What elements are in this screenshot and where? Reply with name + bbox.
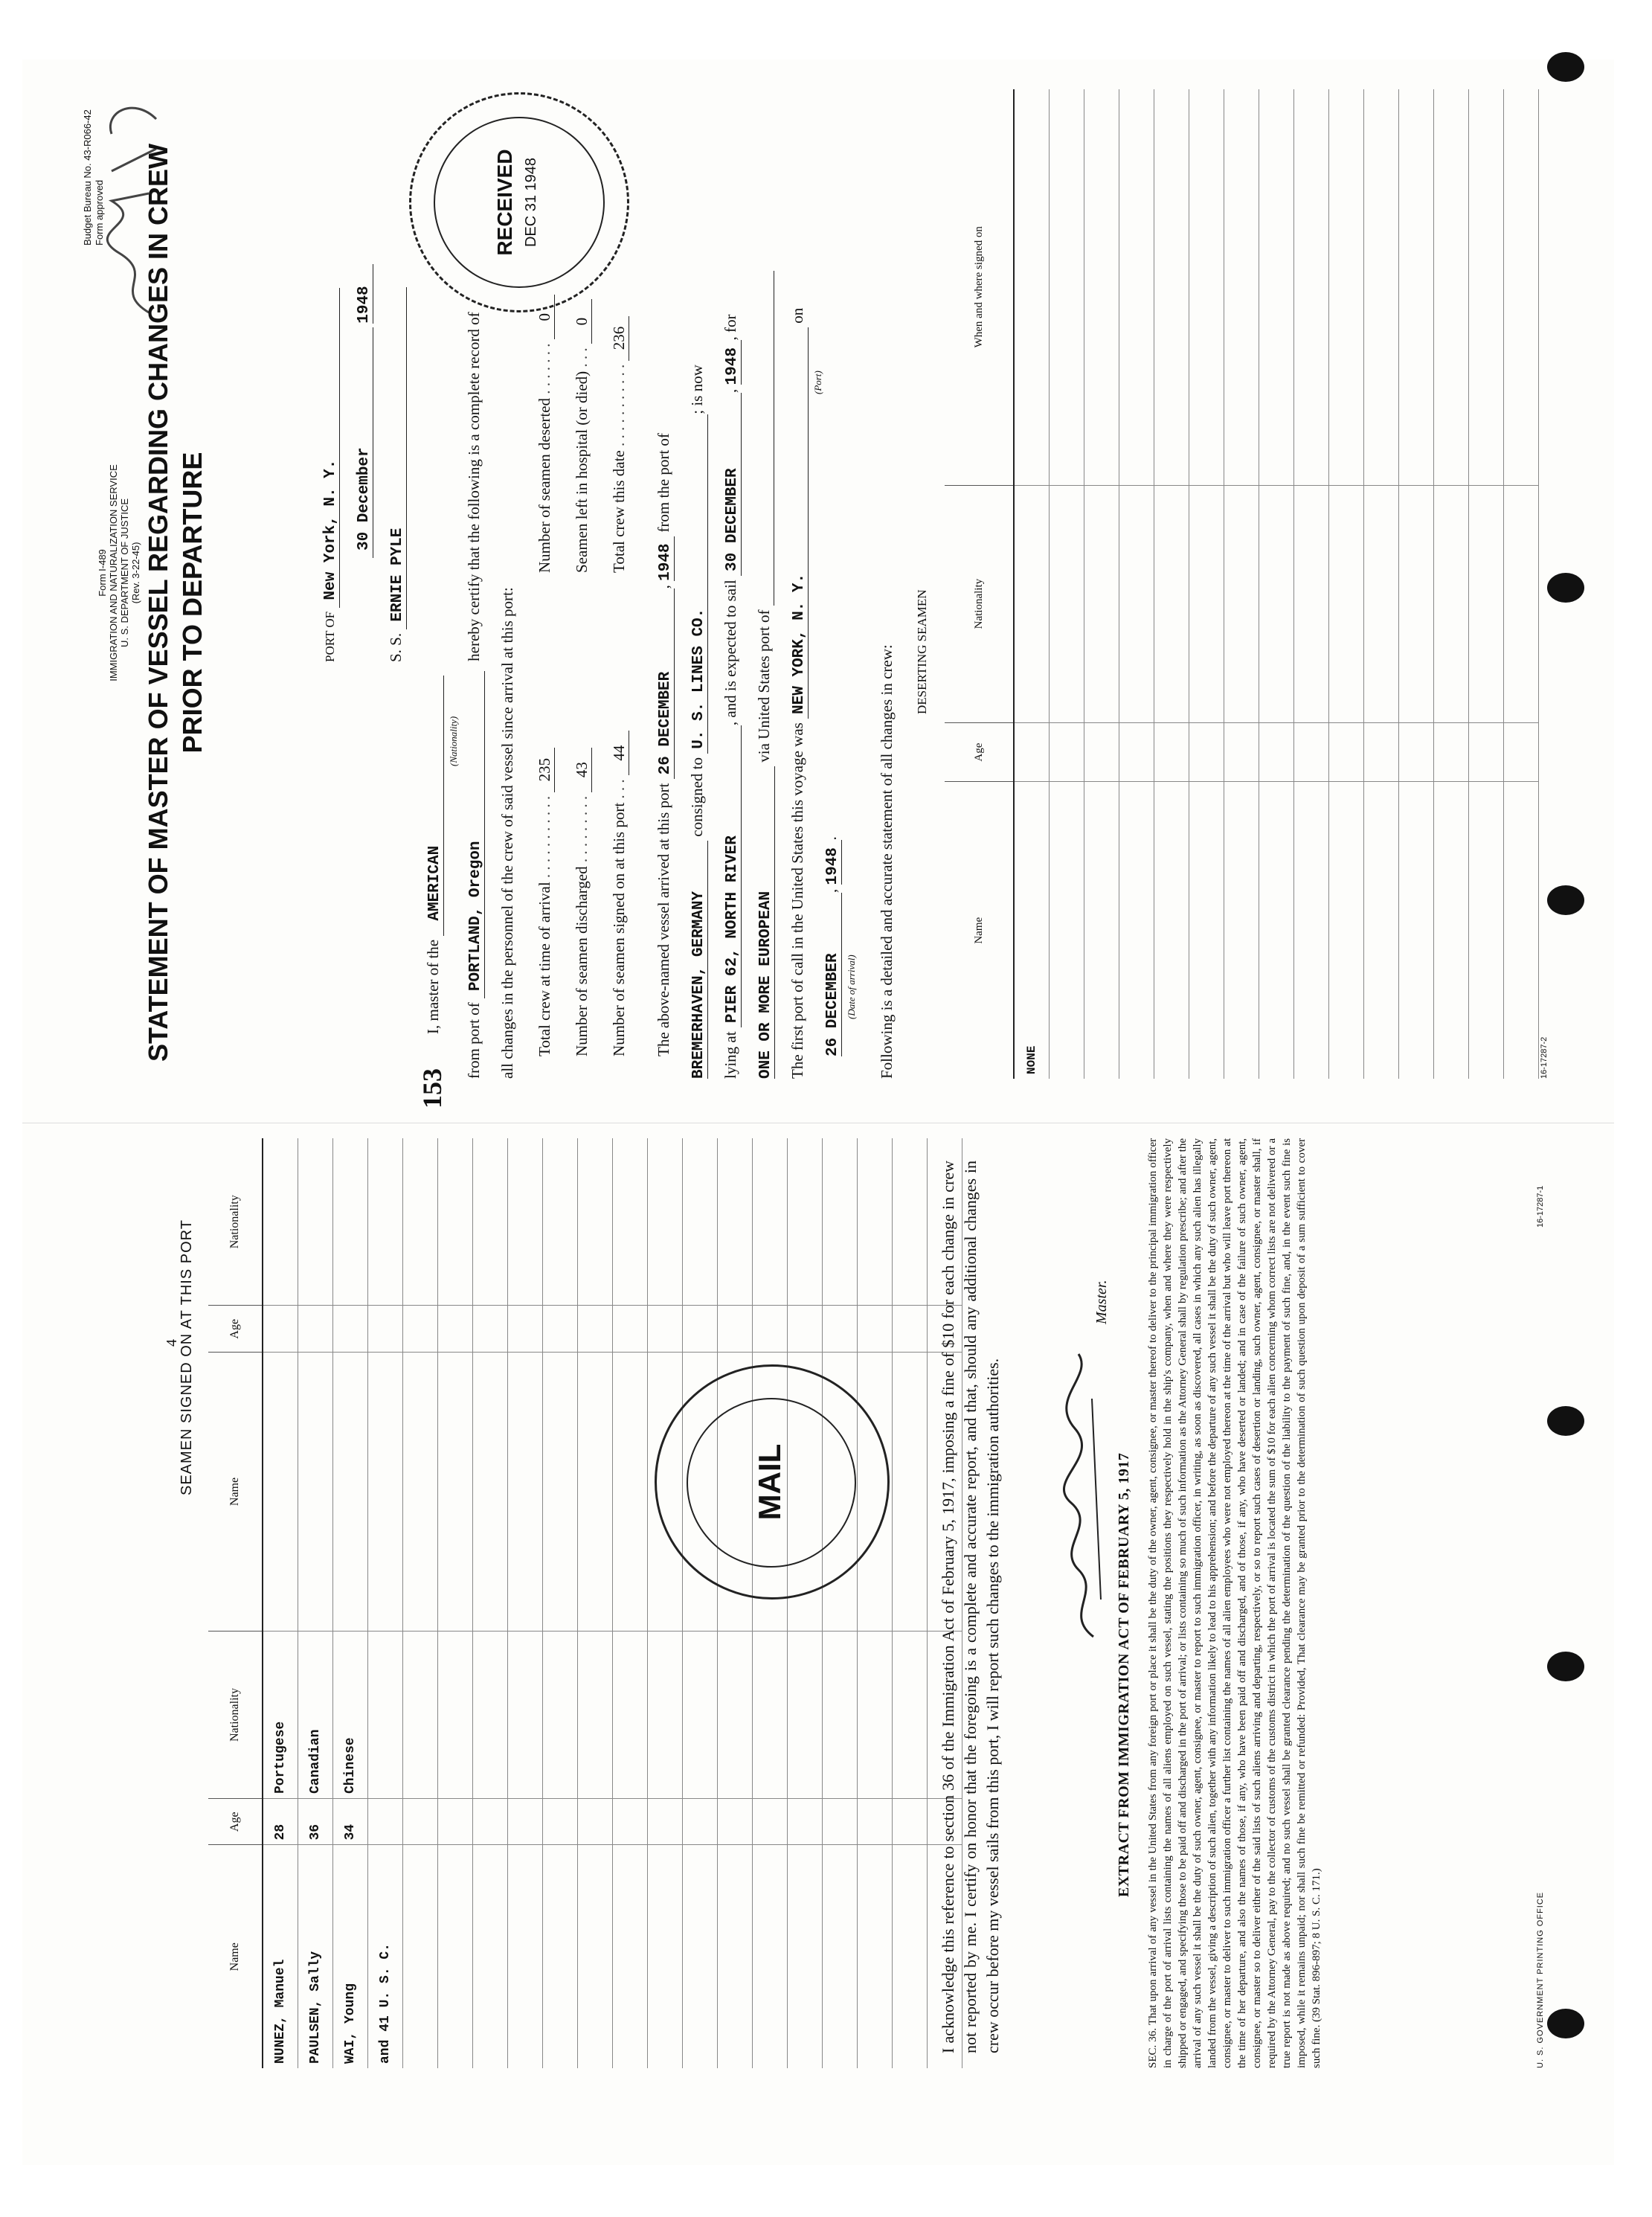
port-line: [320, 288, 340, 662]
total-date-value: 236: [610, 316, 629, 361]
agency-name: IMMIGRATION AND NATURALIZATION SERVICE: [108, 464, 119, 681]
arrival-date: 26 DECEMBER: [824, 893, 842, 1056]
date-value: 30 December: [356, 327, 373, 558]
ss-label: S. S.: [387, 632, 405, 662]
total-date-label: Total crew this date: [610, 450, 628, 573]
received-stamp: [409, 92, 629, 312]
extract-title: EXTRACT FROM IMMIGRATION ACT OF FEBRUARY 5, 1917: [1116, 1452, 1132, 1897]
seaman-age: 36: [298, 1799, 333, 1846]
form-number: Form I-489: [97, 549, 108, 597]
budget-number: Budget Bureau No. 43-R066-42: [82, 109, 93, 246]
seaman-name: NUNEZ, Manuel: [263, 1845, 298, 2068]
stamp-received-date: DEC 31 1948: [523, 157, 539, 248]
seaman-age: 34: [333, 1799, 368, 1846]
col-header-name: Name: [945, 782, 1014, 1079]
year-value: 1948: [356, 264, 373, 324]
col-header-nationality: Nationality: [208, 1632, 263, 1799]
ship-line: [387, 287, 407, 662]
total-arrival-label: Total crew at time of arrival: [536, 882, 553, 1056]
from-port-label: from port of: [465, 1002, 483, 1079]
sail-year: 1948: [724, 340, 742, 385]
case-number: 153: [417, 1068, 447, 1108]
signed-on-title: SEAMEN SIGNED ON AT THIS PORT: [179, 1219, 195, 1495]
col-header-name: Name: [208, 1845, 263, 2068]
stamp-text: MAIL: [752, 1443, 787, 1521]
acknowledgment-text: I acknowledge this reference to section 36 of the Immigration Act of February 5, 1917, imposing a fine of $10 for each change in crew not reported by me. I certify on honor that the foregoing is a complete and accurate report, and that, should any additional changes in crew occur before my vessel sails from this port, I will report such changes to the immigration authorities.: [939, 1161, 1002, 2053]
arrival-date-line: 26 DECEMBER, 1948.: [822, 836, 841, 1056]
expected-label: and is expected to sail: [721, 580, 739, 718]
from-port-value: PORTLAND, Oregon: [467, 671, 485, 998]
col-header-age: Age: [945, 722, 1014, 782]
arrived-line: The above-named vessel arrived at this port 26 DECEMBER, 1948 from the port of: [655, 433, 674, 1056]
hospital-value: 0: [573, 299, 592, 344]
document-sheet: [22, 60, 1614, 2165]
nationality-caption: (Nationality): [448, 716, 459, 766]
consigned-line: [688, 365, 708, 1079]
deserted-value: 0: [536, 295, 555, 339]
extract-text: SEC. 36. That upon arrival of any vessel in the United States from any foreign port or place it shall be the duty of the owner, agent, consignee, or master thereof to deliver to the principal immigration officer in charge of the port of arrival lists containing the names of all aliens employed on such vessel, stating the positions they respectively hold in the ship's company, when and where they were respectively shipped or engaged, and specifying those to be paid off and discharged in the port of arrival; or lists containing so much of such information as the Attorney General shall by regulation prescribe; and after the arrival of any such vessel it shall be the duty of such owner, agent, consignee, or master to report to such immigration officer, in writing, as soon as discovered, all cases in which any such alien has illegally landed from the vessel, giving a description of such alien, together with any information likely to lead to his apprehension; and before the departure of any such vessel it shall be the duty of such owner, agent, consignee, or master to deliver to such immigration officer a further list containing the names of all alien employees who were not employed thereon at the time of the arrival but who will leave port thereon at the time of her departure, and also the names of those, if any, who have been paid off and discharged, and of those, if any, who have deserted or landed; and in case of the failure of such owner, agent, consignee, or master so to deliver either of the said lists of such aliens arriving and departing, respectively, or so to report such cases of desertion or landing, such owner, agent, consignee, or master shall, if required by the Attorney General, pay to the collector of customs of the customs district in which the port of arrival is located the sum of $10 for each alien concerning whom correct lists are not delivered or a true report is not made as above required; and no such vessel shall be granted clearance pending the determination of the question of the liability to the payment of such fine, and, in the event such fine is imposed, while it remains unpaid; nor shall such fine be remitted or refunded: Provided, That clearance may be granted prior to the determination of such question upon deposit of a sum sufficient to cover such fine. (39 Stat. 896-897; 8 U. S. C. 171.): [1147, 1138, 1322, 2068]
col-header-nationality: Nationality: [208, 1138, 263, 1306]
form-approved: Form approved: [94, 179, 105, 246]
seaman-nationality: Chinese: [333, 1632, 368, 1799]
deserting-title: DESERTING SEAMEN: [915, 589, 929, 714]
discharged-label: Number of seamen discharged: [573, 866, 591, 1056]
discharged-value: 43: [573, 748, 592, 792]
page-number: 4: [164, 1339, 180, 1347]
date-line: [353, 264, 373, 558]
seaman-name: WAI, Young: [333, 1845, 368, 2068]
first-call-line: [788, 308, 809, 1079]
signed-on-section: [22, 1123, 1614, 2165]
destination: ONE OR MORE EUROPEAN: [757, 766, 775, 1079]
master-signature: [1056, 1347, 1108, 1644]
department-name: U. S. DEPARTMENT OF JUSTICE: [119, 498, 130, 648]
arrived-date: 26 DECEMBER: [657, 588, 675, 779]
table-row: [263, 1138, 298, 2068]
for-label: for: [721, 314, 739, 333]
arrival-year: 1948: [824, 841, 842, 885]
is-now-label: ; is now: [688, 365, 706, 414]
arrived-from: BREMERHAVEN, GERMANY: [690, 841, 708, 1079]
master-line: [424, 676, 444, 1034]
form-revision: (Rev. 3-22-45): [130, 542, 141, 604]
sail-date: 30 DECEMBER: [724, 393, 742, 576]
table-row: [1014, 89, 1050, 1079]
signed-on-table: [208, 1138, 962, 2068]
port-caption: (Port): [812, 370, 823, 394]
document-title: [141, 112, 210, 1094]
title-line-2: PRIOR TO DEPARTURE: [177, 452, 208, 754]
consigned-to: U. S. LINES CO.: [690, 414, 708, 754]
col-header-age: Age: [208, 1306, 263, 1353]
arrived-year: 1948: [657, 536, 675, 581]
deserter-name: NONE: [1014, 782, 1050, 1079]
table-row: [368, 1138, 403, 2068]
first-call-label: The first port of call in the United States this voyage was: [788, 722, 806, 1079]
destination-line: [755, 271, 775, 1079]
master-of-label: I, master of the: [424, 939, 442, 1034]
hospital-label: Seamen left in hospital (or died): [573, 370, 591, 573]
via-label: via United States port of: [755, 609, 773, 763]
col-header-signed-on: When and where signed on: [945, 89, 1014, 485]
gpo-imprint: U. S. GOVERNMENT PRINTING OFFICE: [1536, 1891, 1545, 2068]
master-label: Master.: [1093, 1280, 1110, 1324]
following-text: Following is a detailed and accurate statement of all changes in crew:: [878, 644, 896, 1079]
seaman-name: and 41 U. S. C.: [368, 1845, 403, 2068]
first-call-port: NEW YORK, N. Y.: [791, 327, 809, 719]
deserting-table: [945, 89, 1539, 1079]
col-header-nationality: Nationality: [945, 485, 1014, 722]
certify-text: hereby certify that the following is a complete record of: [465, 312, 483, 661]
lying-label: lying at: [721, 1031, 739, 1079]
lying-line: lying at PIER 62, NORTH RIVER, and is expected to sail 30 DECEMBER, 1948, for: [721, 314, 741, 1079]
port-value: New York, N. Y.: [322, 288, 340, 608]
consigned-label: consigned to: [688, 757, 706, 837]
date-caption: (Date of arrival): [846, 955, 857, 1019]
seaman-nationality: Portugese: [263, 1632, 298, 1799]
vessel-nationality: AMERICAN: [426, 676, 444, 936]
table-row: [298, 1138, 333, 2068]
from-port-line: [465, 312, 485, 1079]
seaman-nationality: Canadian: [298, 1632, 333, 1799]
total-arrival-value: 235: [536, 748, 555, 792]
statement-section: Form I-489 IMMIGRATION AND NATURALIZATION SERVICE U. S. DEPARTMENT OF JUSTICE (Rev. 3-22-45) Budget Bureau No. 43-R066-42 Form approved STATEMENT OF MASTER OF VESSEL REGARDING CHANGES IN CREW PRIOR TO DEPARTURE PORT OF New York, N. Y. 30 December 1948 S. S. ERNIE PYLE 153 I, master of the AMERICAN (Nationality) from port of PORTLAND, Oregon hereby certify that the following is a complete record of all changes in the personnel of the crew of said vessel since arrival at this port: Total crew at time of arrival . . . . . . . . . . . 235 Number of seamen discharged . . . . . . . . . 43 Number of seamen signed on at this port . . . 44 Number of seamen deserted . . . . . . . 0 Seamen left in hospital (or died) . . . 0 Total crew this date . . . . . . . . . . . 236 The above-named vessel arrived at this port 26 DECEMBER, 1948 from the port of BREMERHAVEN, GERMANY consigned to U. S. LINES CO.; is now lying at PIER 62, NORTH RIVER, and is expected to sail 30 DECEMBER, 1948, for ONE OR MORE EUROPEAN via United States port of The first port of call in the United States this voyage was NEW YORK, N. Y. on (Port) 26 DECEMBER, 1948. (Date of arrival) Following is a detailed and accurate statement of all changes in crew: DESERTING SEAMEN Name Age Nationality When and where signed on NONE RECEIVED DEC 31 1948 16-17287-2: [22, 60, 1614, 1123]
certify-line-2: all changes in the personnel of the crew of said vessel since arrival at this port:: [498, 587, 516, 1079]
footer-code: 16-17287-2: [1540, 1036, 1549, 1079]
lying-at: PIER 62, NORTH RIVER: [724, 725, 742, 1027]
arrived-label: The above-named vessel arrived at this port: [655, 783, 672, 1056]
ship-name: ERNIE PYLE: [389, 287, 407, 629]
col-header-name: Name: [208, 1353, 263, 1632]
seaman-age: 28: [263, 1799, 298, 1846]
seaman-name: PAULSEN, Sally: [298, 1845, 333, 2068]
gpo-code: 16-17287-1: [1536, 1185, 1545, 1228]
from-port-of-label: from the port of: [655, 433, 672, 533]
signed-on-label: Number of seamen signed on at this port: [610, 802, 628, 1056]
stamp-received-text: RECEIVED: [493, 149, 516, 256]
on-label: on: [788, 307, 806, 324]
col-header-age: Age: [208, 1799, 263, 1846]
signed-on-value: 44: [610, 731, 629, 775]
port-label: PORT OF: [323, 611, 337, 662]
table-row: [333, 1138, 368, 2068]
form-header: [97, 439, 141, 707]
deserted-label: Number of seamen deserted: [536, 398, 553, 573]
postmark-stamp: [655, 1364, 890, 1600]
title-line-1: STATEMENT OF MASTER OF VESSEL REGARDING CHANGES IN CREW: [143, 143, 173, 1062]
